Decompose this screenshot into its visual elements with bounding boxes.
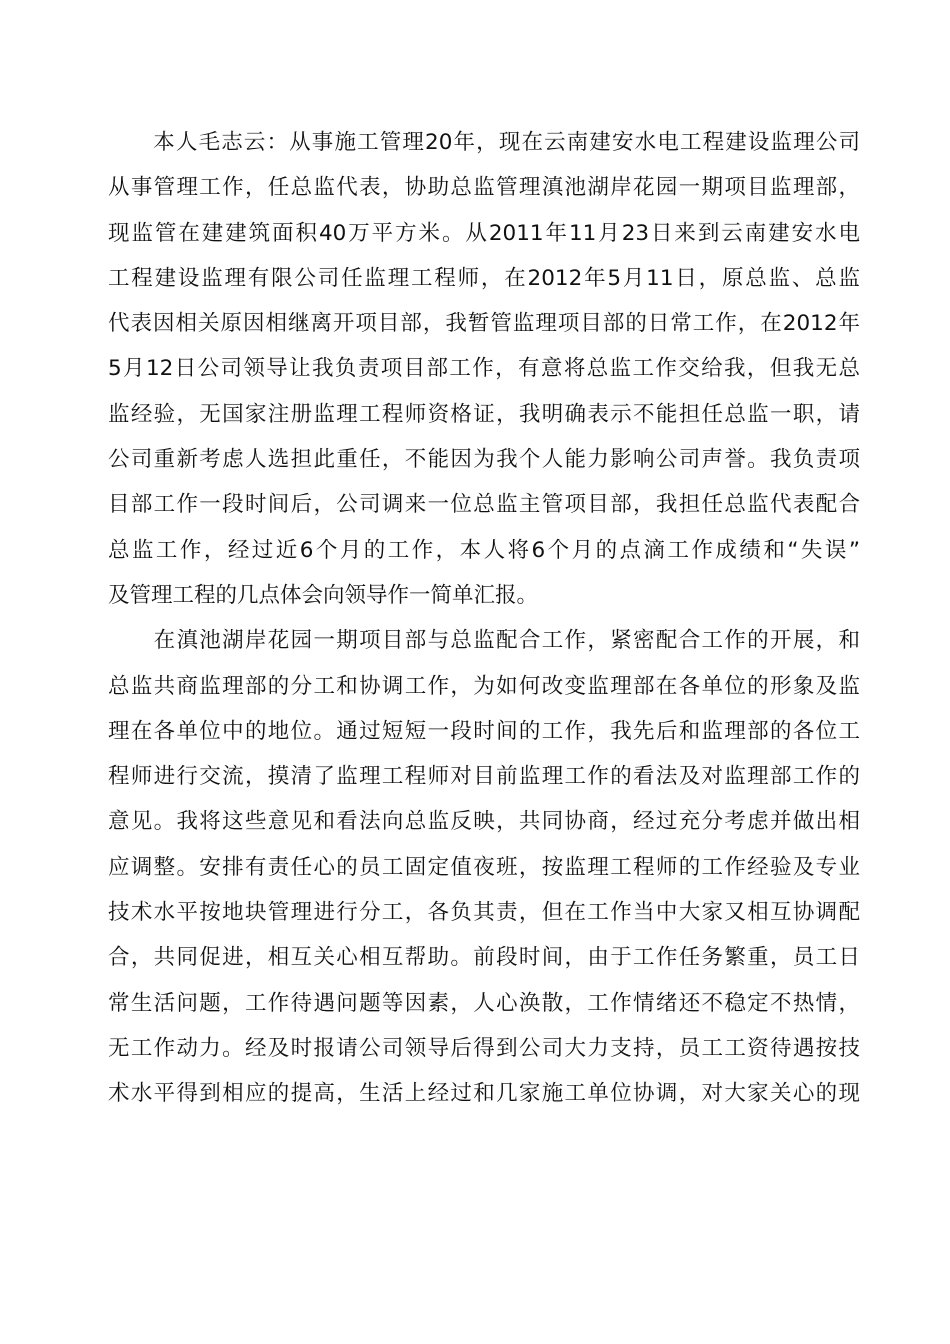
body-text xyxy=(108,120,860,1117)
text-line: 技术水平按地块管理进行分工，各负其责，但在工作当中大家又相互协调配 xyxy=(108,900,860,926)
text-line: 在滇池湖岸花园一期项目部与总监配合工作，紧密配合工作的开展，和 xyxy=(108,628,860,654)
text-line: 常生活问题，工作待遇问题等因素，人心涣散，工作情绪还不稳定不热情， xyxy=(108,990,860,1016)
text-line: 公司重新考虑人选担此重任，不能因为我个人能力影响公司声誉。我负责项 xyxy=(108,447,860,473)
text-line: 本人毛志云：从事施工管理20年，现在云南建安水电工程建设监理公司 xyxy=(108,130,860,155)
text-line: 5月12日公司领导让我负责项目部工作，有意将总监工作交给我，但我无总 xyxy=(108,356,860,382)
paragraph-1 xyxy=(108,120,860,618)
text-line: 理在各单位中的地位。通过短短一段时间的工作，我先后和监理部的各位工 xyxy=(108,718,860,744)
text-line: 现监管在建建筑面积40万平方米。从2011年11月23日来到云南建安水电 xyxy=(108,220,860,246)
text-line: 总监工作，经过近6个月的工作，本人将6个月的点滴工作成绩和“失误” xyxy=(108,537,860,563)
paragraph-2 xyxy=(108,618,860,1116)
text-line: 工程建设监理有限公司任监理工程师，在2012年5月11日，原总监、总监 xyxy=(108,265,860,291)
text-line: 及管理工程的几点体会向领导作一简单汇报。 xyxy=(108,582,539,608)
text-line: 意见。我将这些意见和看法向总监反映，共同协商，经过充分考虑并做出相 xyxy=(108,809,860,835)
text-line: 代表因相关原因相继离开项目部，我暂管监理项目部的日常工作，在2012年 xyxy=(108,311,860,337)
text-line: 合，共同促进，相互关心相互帮助。前段时间，由于工作任务繁重，员工日 xyxy=(108,945,860,971)
text-line: 监经验，无国家注册监理工程师资格证，我明确表示不能担任总监一职，请 xyxy=(108,401,860,427)
text-line: 总监共商监理部的分工和协调工作，为如何改变监理部在各单位的形象及监 xyxy=(108,673,860,699)
text-line: 从事管理工作，任总监代表，协助总监管理滇池湖岸花园一期项目监理部， xyxy=(108,175,860,201)
text-line: 术水平得到相应的提高，生活上经过和几家施工单位协调，对大家关心的现 xyxy=(108,1081,860,1107)
text-line: 应调整。安排有责任心的员工固定值夜班，按监理工程师的工作经验及专业 xyxy=(108,854,860,880)
text-line: 目部工作一段时间后，公司调来一位总监主管项目部，我担任总监代表配合 xyxy=(108,492,860,518)
text-line: 程师进行交流，摸清了监理工程师对目前监理工作的看法及对监理部工作的 xyxy=(108,764,860,790)
text-line: 无工作动力。经及时报请公司领导后得到公司大力支持，员工工资待遇按技 xyxy=(108,1035,860,1061)
